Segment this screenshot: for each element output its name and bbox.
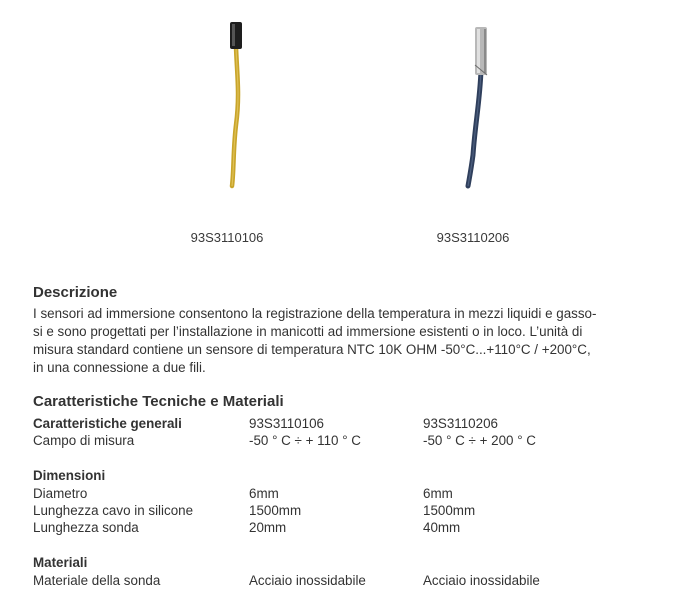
product-image-93S3110106 — [200, 15, 270, 195]
specs-heading: Caratteristiche Tecniche e Materiali — [33, 393, 284, 410]
spec-row — [0, 486, 696, 504]
spec-label: Diametro — [33, 486, 88, 501]
spec-row — [0, 520, 696, 538]
sensor-probe-tip — [230, 22, 242, 49]
description-text — [33, 305, 673, 377]
spec-column-header: 93S3110206 — [423, 416, 498, 431]
spec-value: 20mm — [249, 520, 287, 535]
spec-value: 1500mm — [249, 503, 302, 518]
spec-header-row — [0, 416, 696, 434]
spec-section-row — [0, 555, 696, 573]
spec-row — [0, 433, 696, 451]
spec-section-label: Dimensioni — [33, 468, 106, 483]
spec-value: -50 ° C ÷ + 110 ° C — [249, 433, 361, 448]
spec-label: Lunghezza sonda — [33, 520, 139, 535]
product-code-caption: 93S3110206 — [436, 230, 510, 245]
spec-value: Acciaio inossidabile — [423, 573, 540, 588]
sensor-cable — [468, 70, 481, 186]
spec-label: Campo di misura — [33, 433, 135, 448]
spec-value: 6mm — [249, 486, 279, 501]
spec-column-header: 93S3110106 — [249, 416, 324, 431]
spec-section-row — [0, 468, 696, 486]
description-line: si e sono progettati per l’installazione in manicotti ad immersione esistenti o in loco. L’unità di — [33, 324, 583, 339]
product-code-caption: 93S3110106 — [190, 230, 264, 245]
product-image-93S3110206 — [445, 15, 515, 195]
spec-label: Lunghezza cavo in silicone — [33, 503, 194, 518]
spec-value: 6mm — [423, 486, 453, 501]
spec-section-label: Caratteristiche generali — [33, 416, 182, 431]
description-line: misura standard contiene un sensore di temperatura NTC 10K OHM -50°C...+110°C / +200°C, — [33, 342, 591, 357]
spec-row — [0, 573, 696, 591]
spec-value: -50 ° C ÷ + 200 ° C — [423, 433, 536, 448]
description-heading: Descrizione — [33, 284, 118, 301]
spec-label: Materiale della sonda — [33, 573, 161, 588]
description-line: in una connessione a due fili. — [33, 360, 206, 375]
spec-value: 40mm — [423, 520, 461, 535]
spec-value: 1500mm — [423, 503, 476, 518]
spec-value: Acciaio inossidabile — [249, 573, 366, 588]
spec-section-label: Materiali — [33, 555, 88, 570]
spec-row — [0, 503, 696, 521]
description-line: I sensori ad immersione consentono la registrazione della temperatura in mezzi liquidi e gasso- — [33, 306, 597, 321]
